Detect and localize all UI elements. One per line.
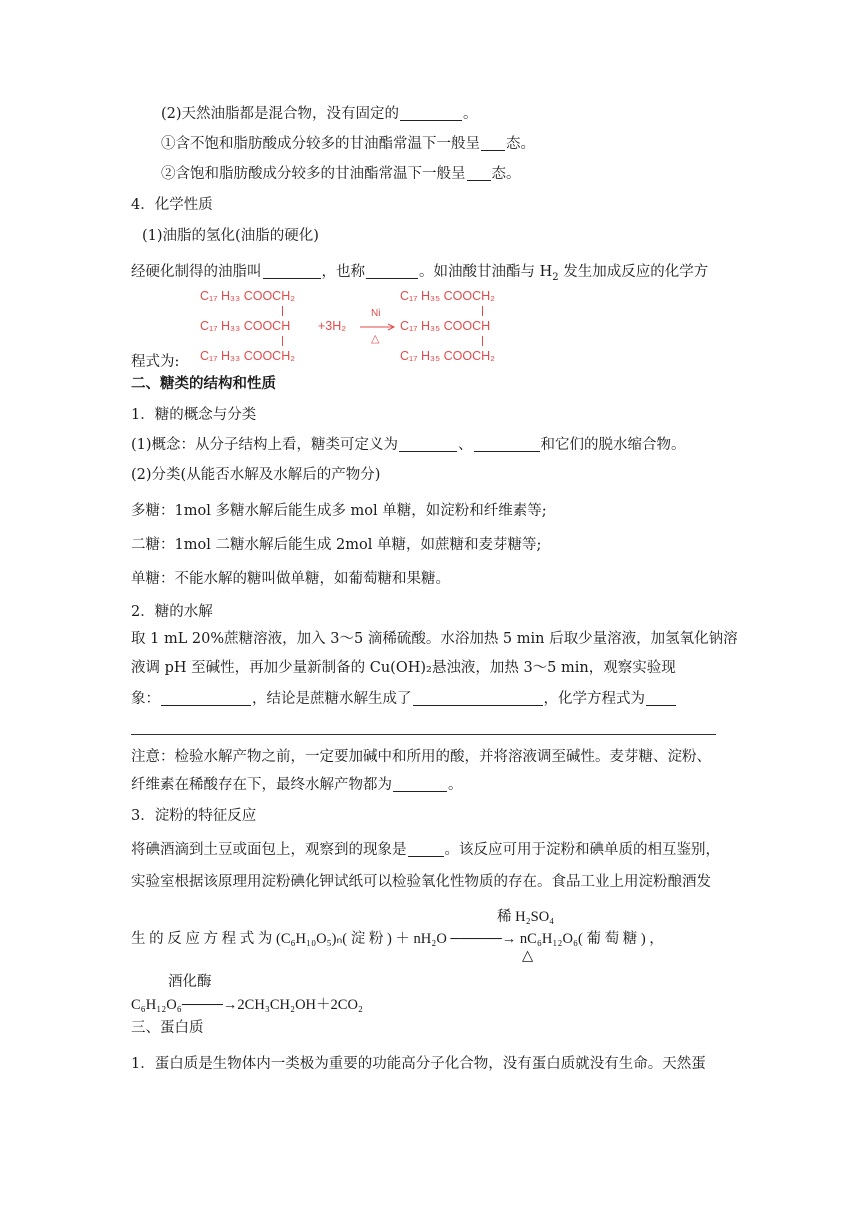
answer-line[interactable] (131, 734, 716, 735)
fill-blank[interactable] (481, 136, 505, 151)
text: ，也称 (321, 264, 365, 280)
hydrogenation-equation (196, 284, 516, 370)
product-line-2: C₁₇ H₃₅ COOCH (400, 319, 491, 333)
hydrolysis-para-2: 液调 pH 至碱性，再加少量新制备的 Cu(OH)₂悬浊液，加热 3～5 min，观察实验现 (131, 660, 676, 676)
monosaccharide-line: 单糖：不能水解的糖叫做单糖，如葡萄糖和果糖。 (131, 571, 450, 587)
text: 将碘酒滴到土豆或面包上，观察到的现象是 (131, 842, 407, 858)
hydrogen-term: +3H₂ (318, 319, 347, 333)
bond-line (282, 336, 283, 346)
fill-blank[interactable] (646, 691, 676, 706)
starch-heading: 3．淀粉的特征反应 (131, 808, 257, 824)
fill-blank[interactable] (161, 691, 251, 706)
hydrolysis-para-1: 取 1 mL 20%蔗糖溶液，加入 3～5 滴稀硫酸。水浴加热 5 min 后取少量溶液，加氢氧化钠溶 (131, 631, 738, 647)
bond-line (282, 306, 283, 316)
saturated-line (161, 164, 521, 184)
catalyst-label: Ni (371, 308, 381, 319)
text: 。 (463, 106, 478, 122)
sugar-section-heading: 二、糖类的结构和性质 (131, 375, 276, 392)
text: 。如油酸甘油酯与 H (419, 264, 553, 280)
reaction-arrow (359, 323, 397, 331)
text: 态。 (506, 136, 535, 152)
subscript: 2 (552, 271, 559, 283)
hydrolysis-heading: 2．糖的水解 (131, 604, 213, 620)
starch-line-1 (131, 840, 720, 860)
text: 。该反应可用于淀粉和碘单质的相互鉴别， (444, 842, 720, 858)
chem-props-heading: 4．化学性质 (131, 197, 213, 213)
acid-catalyst-label: 稀 H₂SO₄ (497, 909, 555, 925)
note-line-2 (131, 775, 463, 795)
fill-blank[interactable] (366, 264, 418, 279)
hydrolysis-para-3 (131, 689, 677, 709)
equation-label: 程式为: (131, 354, 180, 370)
text: 、 (458, 437, 473, 453)
sugar-classification-line: (2)分类(从能否水解及水解后的产物分) (131, 467, 381, 483)
sugar-definition-line (131, 435, 686, 455)
fill-blank[interactable] (393, 777, 447, 792)
fill-blank[interactable] (467, 166, 491, 181)
heat-symbol: △ (371, 333, 380, 345)
text: 象： (131, 691, 160, 707)
fill-blank[interactable] (413, 691, 543, 706)
text: 态。 (491, 166, 521, 182)
fill-blank[interactable] (400, 106, 462, 121)
text: ，化学方程式为 (543, 691, 645, 707)
fill-blank[interactable] (408, 842, 444, 857)
product-line-3: C₁₇ H₃₅ COOCH₂ (400, 349, 496, 363)
product-line-1: C₁₇ H₃₅ COOCH₂ (400, 289, 496, 303)
protein-heading: 三、蛋白质 (131, 1020, 204, 1036)
text: ，结论是蔗糖水解生成了 (252, 691, 412, 707)
unsaturated-line (161, 134, 535, 154)
reactant-line-2: C₁₇ H₃₃ COOCH (200, 319, 291, 333)
text: 发生加成反应的化学方 (558, 264, 709, 280)
note-line-1: 注意：检验水解产物之前，一定要加碱中和所用的酸，并将溶液调至碱性。麦芽糖、淀粉、 (131, 749, 711, 765)
reactant-line-3: C₁₇ H₃₃ COOCH₂ (200, 349, 296, 363)
fat-mixture-line (161, 104, 478, 124)
hydrogenation-heading: (1)油脂的氢化(油脂的硬化) (142, 228, 319, 244)
bond-line (482, 336, 483, 346)
heat-symbol: △ (522, 948, 534, 964)
enzyme-label: 酒化酶 (168, 974, 212, 990)
fermentation-equation: C₆H₁₂O₆────→2CH₃CH₂OH＋2CO₂ (131, 997, 363, 1013)
text: ①含不饱和脂肪酸成分较多的甘油酯常温下一般呈 (161, 136, 480, 152)
text: ②含饱和脂肪酸成分较多的甘油酯常温下一般呈 (161, 166, 466, 182)
fill-blank[interactable] (474, 437, 540, 452)
disaccharide-line: 二糖：1mol 二糖水解后能生成 2mol 单糖，如蔗糖和麦芽糖等; (131, 537, 542, 553)
protein-para-1: 1．蛋白质是生物体内一类极为重要的功能高分子化合物，没有蛋白质就没有生命。天然蛋 (131, 1056, 706, 1072)
polysaccharide-line: 多糖：1mol 多糖水解后能生成多 mol 单糖，如淀粉和纤维素等; (131, 503, 547, 519)
reactant-line-1: C₁₇ H₃₃ COOCH₂ (200, 289, 296, 303)
text: 纤维素在稀酸存在下，最终水解产物都为 (131, 777, 392, 793)
text: (2)天然油脂都是混合物，没有固定的 (161, 106, 400, 122)
text: (1)概念：从分子结构上看，糖类可定义为 (131, 437, 399, 453)
fill-blank[interactable] (399, 437, 457, 452)
starch-line-2: 实验室根据该原理用淀粉碘化钾试纸可以检验氧化性物质的存在。食品工业上用淀粉酿酒发 (131, 874, 711, 890)
text: 经硬化制得的油脂叫 (131, 264, 262, 280)
text: 和它们的脱水缩合物。 (540, 437, 686, 453)
starch-hydrolysis-equation: 生 的 反 应 方 程 式 为 (C₆H₁₀O₅)ₙ( 淀 粉 ) ＋ nH₂O ─────→ nC₆H₁₂O₆( 葡 萄 糖 ) ， (131, 931, 664, 947)
sugar-concept-heading: 1．糖的概念与分类 (131, 407, 257, 423)
text: 。 (448, 777, 463, 793)
fill-blank[interactable] (263, 264, 321, 279)
bond-line (482, 306, 483, 316)
